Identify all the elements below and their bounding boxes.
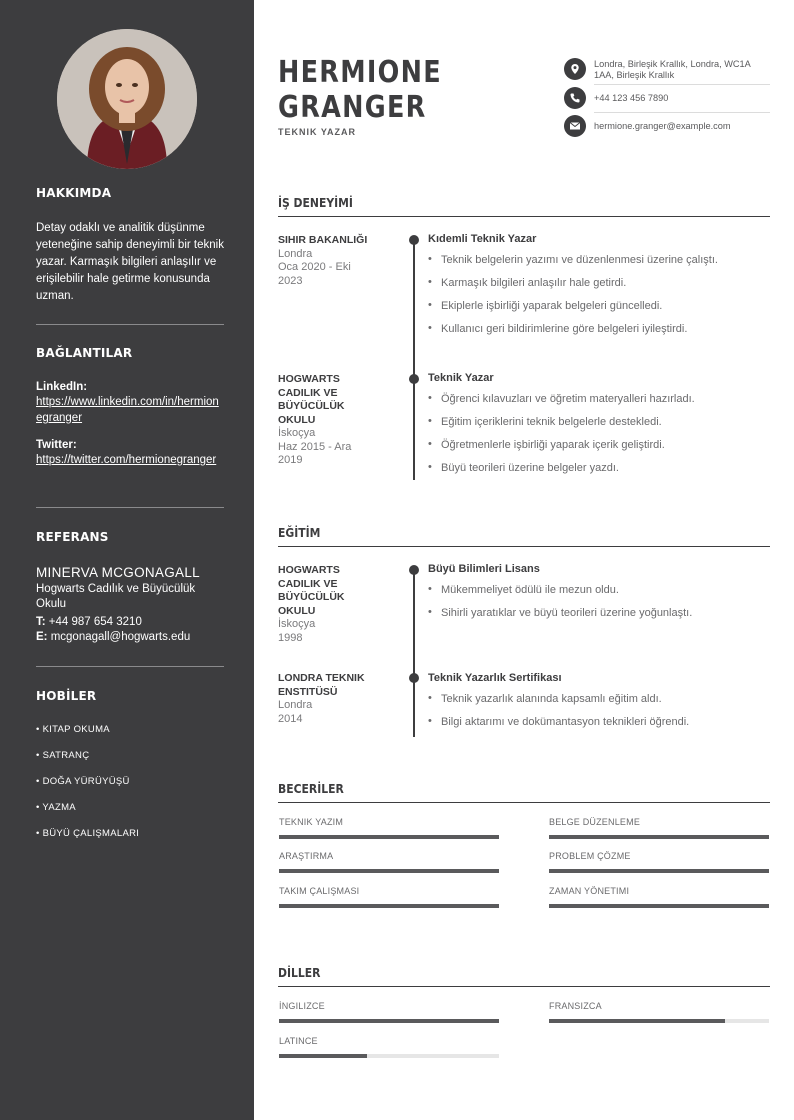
skill-item (549, 886, 769, 896)
education-bullet: • Sihirli yaratıklar ve büyü teorileri üzerine yoğunlaştı. (428, 607, 770, 630)
hobby-item: • YAZMA (36, 802, 76, 813)
links-section (36, 346, 224, 468)
experience-bullet: • Öğretmenlerle işbirliği yaparak içerik geliştirdi. (428, 439, 770, 462)
contact-phone (564, 87, 770, 109)
experience-location: Londra (278, 247, 313, 260)
last-name: GRANGER (278, 90, 427, 125)
language-bar-fill (279, 1019, 499, 1023)
skill-bar-fill (279, 869, 499, 873)
experience-location: İskoçya (278, 427, 316, 439)
languages-title: DİLLER (278, 966, 321, 980)
skills-title: BECERİLER (278, 782, 344, 796)
skill-bar-fill (279, 904, 499, 908)
section-divider (278, 986, 770, 987)
education-timeline (413, 569, 415, 737)
experience-entry-meta (278, 234, 378, 288)
skill-bar-track (549, 869, 769, 873)
skill-bar-track (279, 835, 499, 839)
contact-email (564, 115, 770, 137)
phone-text: +44 123 456 7890 (594, 93, 669, 103)
references-title: REFERANS (36, 530, 109, 544)
experience-bullet: • Eğitim içeriklerini teknik belgelerle destekledi. (428, 416, 770, 439)
education-bullet: • Teknik yazarlık alanında kapsamlı eğitim aldı. (428, 693, 770, 716)
experience-org: SIHIR BAKANLIĞI (278, 234, 368, 246)
reference-email-row (36, 630, 224, 645)
hobbies-title: HOBİLER (36, 689, 97, 703)
experience-entry-details (428, 372, 770, 485)
education-degree: Teknik Yazarlık Sertifikası (428, 672, 562, 684)
skill-item (279, 886, 499, 896)
experience-bullet: • Teknik belgelerin yazımı ve düzenlenmesi üzerine çalıştı. (428, 254, 770, 277)
education-degree: Büyü Bilimleri Lisans (428, 563, 540, 575)
reference-phone-label: T: (36, 616, 46, 628)
experience-dates: Oca 2020 - Eki 2023 (278, 261, 351, 287)
hobby-item: • BÜYÜ ÇALIŞMALARI (36, 828, 140, 839)
reference-email: mcgonagall@hogwarts.edu (50, 631, 191, 643)
contact-divider (594, 112, 770, 113)
skill-item (279, 817, 499, 827)
skill-item (549, 817, 769, 827)
education-bullet: • Mükemmeliyet ödülü ile mezun oldu. (428, 584, 770, 607)
skill-name: ARAŞTIRMA (279, 851, 334, 861)
language-item (279, 1001, 499, 1011)
sidebar-divider (36, 507, 224, 508)
experience-entry-details (428, 233, 770, 346)
education-location: Londra (278, 699, 313, 711)
about-text: Detay odaklı ve analitik düşünme yeteneğine sahip deneyimli bir teknik yazar. Karmaşık bilgileri anlaşılır ve erişilebilir hale getirme konusunda uzman. (36, 222, 224, 302)
experience-timeline (413, 240, 415, 480)
twitter-link[interactable]: https://twitter.com/hermionegranger (36, 454, 217, 466)
education-org: HOGWARTS CADILIK VE BÜYÜCÜLÜK OKULU (278, 564, 345, 617)
section-divider (278, 216, 770, 217)
reference-phone: +44 987 654 3210 (48, 616, 142, 628)
experience-dates: Haz 2015 - Ara 2019 (278, 440, 352, 466)
reference-phone-row (36, 615, 224, 630)
language-item (549, 1001, 769, 1011)
experience-bullet: • Ekiplerle işbirliği yaparak belgeleri güncelledi. (428, 300, 770, 323)
experience-bullet: • Kullanıcı geri bildirimlerine göre belgeleri iyileştirdi. (428, 323, 770, 346)
education-entry-meta (278, 672, 378, 726)
language-name: İNGILIZCE (279, 1001, 325, 1011)
language-bar-track (549, 1019, 769, 1023)
experience-title: İŞ DENEYİMİ (278, 196, 353, 210)
hobbies-section (36, 689, 224, 854)
experience-role: Teknik Yazar (428, 372, 494, 384)
education-dates: 1998 (278, 631, 303, 644)
experience-entry-meta (278, 373, 378, 468)
first-name: HERMIONE (278, 55, 442, 90)
reference-email-label: E: (36, 631, 48, 643)
phone-icon (564, 87, 586, 109)
about-section (36, 186, 224, 305)
twitter-label: Twitter: (36, 439, 77, 451)
education-entry-details (428, 563, 770, 630)
skill-name: PROBLEM ÇÖZME (549, 851, 631, 861)
education-title: EĞİTİM (278, 526, 321, 540)
education-dates: 2014 (278, 712, 303, 725)
education-location: İskoçya (278, 618, 316, 630)
skill-item (279, 851, 499, 861)
job-title: TEKNIK YAZAR (278, 127, 357, 137)
language-item (279, 1036, 499, 1046)
contact-divider (594, 84, 770, 85)
experience-bullet: • Öğrenci kılavuzları ve öğretim materyalleri hazırladı. (428, 393, 770, 416)
sidebar-divider (36, 324, 224, 325)
skill-bar-fill (279, 835, 499, 839)
skill-bar-track (279, 869, 499, 873)
reference-org: Hogwarts Cadılık ve Büyücülük Okulu (36, 583, 196, 610)
skill-name: BELGE DÜZENLEME (549, 817, 641, 827)
skill-name: ZAMAN YÖNETIMI (549, 886, 630, 896)
references-section (36, 530, 224, 645)
linkedin-label: LinkedIn: (36, 381, 88, 393)
education-bullet: • Bilgi aktarımı ve dokümantasyon teknikleri öğrendi. (428, 716, 770, 739)
timeline-dot (409, 673, 419, 683)
email-text: hermione.granger@example.com (594, 121, 731, 131)
skill-name: TEKNIK YAZIM (279, 817, 344, 827)
location-pin-icon (564, 58, 586, 80)
reference-name: MINERVA MCGONAGALL (36, 565, 200, 580)
experience-role: Kıdemli Teknik Yazar (428, 233, 537, 245)
skill-bar-track (279, 904, 499, 908)
timeline-dot (409, 565, 419, 575)
skill-bar-fill (549, 835, 769, 839)
hobby-item: • DOĞA YÜRÜYÜŞÜ (36, 776, 130, 787)
skill-bar-track (549, 904, 769, 908)
timeline-dot (409, 374, 419, 384)
section-divider (278, 802, 770, 803)
education-entry-meta (278, 564, 378, 645)
links-title: BAĞLANTILAR (36, 346, 133, 360)
language-bar-fill (549, 1019, 725, 1023)
language-bar-track (279, 1054, 499, 1058)
language-bar-track (279, 1019, 499, 1023)
full-name (278, 55, 442, 125)
profile-photo (57, 29, 197, 169)
language-name: FRANSIZCA (549, 1001, 602, 1011)
language-name: LATINCE (279, 1036, 318, 1046)
experience-bullet: • Büyü teorileri üzerine belgeler yazdı. (428, 462, 770, 485)
experience-bullet: • Karmaşık bilgileri anlaşılır hale getirdi. (428, 277, 770, 300)
skill-item (549, 851, 769, 861)
sidebar (0, 0, 254, 1120)
hobby-item: • KITAP OKUMA (36, 724, 110, 735)
language-bar-fill (279, 1054, 367, 1058)
address-text: Londra, Birleşik Krallık, Londra, WC1A 1AA, Birleşik Krallık (594, 59, 751, 80)
mail-icon (564, 115, 586, 137)
skill-bar-track (549, 835, 769, 839)
sidebar-divider (36, 666, 224, 667)
timeline-dot (409, 235, 419, 245)
skill-bar-fill (549, 904, 769, 908)
contact-address (564, 58, 770, 81)
experience-org: HOGWARTS CADILIK VE BÜYÜCÜLÜK OKULU (278, 373, 345, 426)
about-title: HAKKIMDA (36, 186, 112, 200)
linkedin-link[interactable]: https://www.linkedin.com/in/hermionegranger (36, 396, 219, 424)
skill-bar-fill (549, 869, 769, 873)
hobby-item: • SATRANÇ (36, 750, 90, 761)
education-org: LONDRA TEKNIK ENSTITÜSÜ (278, 672, 365, 698)
skill-name: TAKIM ÇALIŞMASI (279, 886, 360, 896)
section-divider (278, 546, 770, 547)
education-entry-details (428, 672, 770, 739)
